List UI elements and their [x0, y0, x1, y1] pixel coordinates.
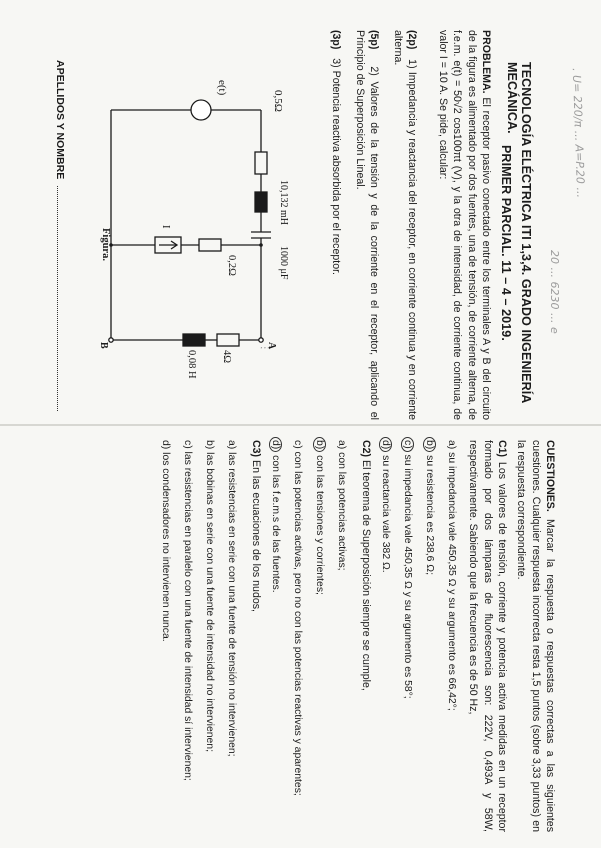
c2-text: El teorema de Superposición siempre se cumple,: [360, 460, 372, 691]
exam-title: TECNOLOGÍA ELÉCTRICA ITI 1,3,4. GRADO INGENIERÍA MECÁNICA.: [505, 62, 533, 403]
exam-subtitle: PRIMER PARCIAL. 11 – 4 – 2019.: [499, 145, 513, 341]
option-key: d): [269, 437, 282, 452]
c3-stem: [249, 440, 263, 832]
c1-option-a[interactable]: [445, 440, 458, 711]
option-key: b): [313, 437, 326, 452]
question-points: (3p): [330, 30, 342, 50]
name-field-label: APELLIDOS Y NOMBRE: [54, 60, 66, 180]
problem-text: El receptor pasivo conectado entre los terminales A y B del circuito de la figura es alimentado por dos fuentes, una de tensión, de corriente alterna, de f.e.m. e(t) = 50√2 cos100πt (V), y la otra de intensidad, de corriente continua, de valor I = 10 A. Se pide, calcular:: [437, 30, 492, 420]
option-text: su impedancia vale 450,35 Ω y su argumento es 66,42°;: [446, 452, 457, 711]
question-3: [329, 30, 343, 420]
option-text: su reactancia vale 382 Ω.: [380, 455, 391, 573]
label-inductor-top: 10,132 mH: [278, 180, 289, 225]
page-fold: [0, 424, 601, 426]
problem-label: PROBLEMA.: [480, 30, 492, 94]
name-field: [54, 60, 66, 411]
voltage-source: [191, 100, 211, 120]
option-text: con las potencias activas, pero no con las potencias reactivas y aparentes;: [292, 451, 303, 796]
label-r-load: 4Ω: [221, 350, 232, 364]
option-key: d): [379, 437, 392, 452]
label-current-source: I: [160, 225, 171, 229]
option-key: a): [446, 440, 457, 450]
c1-option-d[interactable]: [379, 440, 392, 573]
c3-option-b[interactable]: [203, 440, 216, 752]
c2-option-c[interactable]: [291, 440, 304, 796]
option-key: c): [401, 437, 414, 452]
label-capacitor: 1000 μF: [278, 246, 289, 280]
c3-text: En las ecuaciones de los nudos,: [250, 460, 262, 612]
instructions: [514, 440, 557, 832]
instructions-label: CUESTIONES.: [544, 440, 556, 512]
c3-option-d[interactable]: [159, 440, 172, 642]
c2-option-d[interactable]: [269, 440, 282, 593]
option-text: las bobinas en serie con una fuente de intensidad no intervienen;: [204, 452, 215, 752]
question-points: (5p): [368, 30, 380, 50]
c2-option-b[interactable]: [313, 440, 326, 595]
question-text: 3) Potencia reactiva absorbida por el receptor.: [330, 58, 342, 275]
c1-option-c[interactable]: [401, 440, 414, 699]
option-text: su impedancia vale 450,35 Ω y su argumento es 58°;: [402, 454, 413, 699]
inductor-10-132-mh: [255, 192, 267, 212]
option-text: con las tensiones y corrientes;: [314, 455, 325, 595]
option-key: a): [226, 440, 237, 450]
c2-label: C2): [360, 440, 372, 458]
c2-option-a[interactable]: [335, 440, 348, 571]
label-r-middle: 0,2Ω: [226, 255, 237, 276]
label-r-source: 0,5Ω: [272, 90, 284, 112]
resistor-4-ohm: [217, 334, 239, 346]
resistor-0-5-ohm: [255, 152, 267, 174]
question-text: 1) Impedancia y reactancia del receptor, en corriente continua y en corriente alterna.: [391, 30, 418, 420]
name-blank-line[interactable]: [57, 186, 58, 411]
label-inductor-load: 0,08 H: [186, 350, 197, 379]
c3-option-a[interactable]: [225, 440, 238, 757]
c2-stem: [359, 440, 373, 832]
label-source: e(t): [216, 80, 228, 96]
c1-option-b[interactable]: [423, 440, 436, 575]
question-1: [390, 30, 419, 420]
option-key: b): [204, 440, 215, 450]
question-points: (2p): [406, 30, 418, 50]
c3-label: C3): [250, 440, 262, 458]
option-text: los condensadores no intervienen nunca.: [160, 452, 171, 642]
c3-option-c[interactable]: [181, 440, 194, 781]
problem-statement: [436, 30, 493, 420]
c1-stem: [466, 440, 509, 832]
option-text: con las f.e.m.s de las fuentes.: [270, 455, 281, 593]
inductor-0-08-h: [183, 334, 205, 346]
pencil-scribble: . U= 220/π ... A=P.20 ...: [569, 67, 588, 199]
option-text: las resistencias en serie con una fuente de tensión no intervienen;: [226, 452, 237, 757]
instructions-text: Marcar la respuesta o respuestas correctas a las siguientes cuestiones. Cualquier respuesta incorrecta resta 1,5 puntos (sobre 3,33 puntos) en la respuesta correspondiente.: [515, 440, 556, 832]
question-2: [352, 30, 381, 420]
option-key: a): [336, 440, 347, 450]
figure-caption: Figura.: [100, 228, 111, 261]
question-text: 2) Valores de la tensión y de la corriente en el receptor, aplicando el Principio de Superposición Lineal.: [353, 30, 380, 420]
option-key: c): [292, 440, 303, 449]
option-text: su resistencia es 238,6 Ω;: [424, 455, 435, 575]
label-terminal-a: A: [266, 342, 277, 350]
option-key: d): [160, 440, 171, 450]
pencil-scribble: 20 ... 6230 ... e: [548, 250, 561, 334]
label-terminal-b: B: [98, 342, 109, 349]
c1-label: C1): [496, 440, 508, 458]
option-text: las resistencias en paralelo con una fuente de intensidad sí intervienen;: [182, 451, 193, 781]
option-key: c): [182, 440, 193, 449]
resistor-0-2-ohm: [199, 239, 221, 251]
option-text: con las potencias activas;: [336, 452, 347, 571]
option-key: b): [423, 437, 436, 452]
circuit-figure: [98, 80, 301, 400]
pencil-scribble: ...: [259, 343, 270, 357]
c1-text: Los valores de tensión, corriente y potencia activa medidas en un receptor formado por dos lámparas de fluorescencia son: 222V, 0,493A y 58W, respectivamente. Sabiendo que la frecuencia es de 50 Hz,: [467, 440, 508, 832]
